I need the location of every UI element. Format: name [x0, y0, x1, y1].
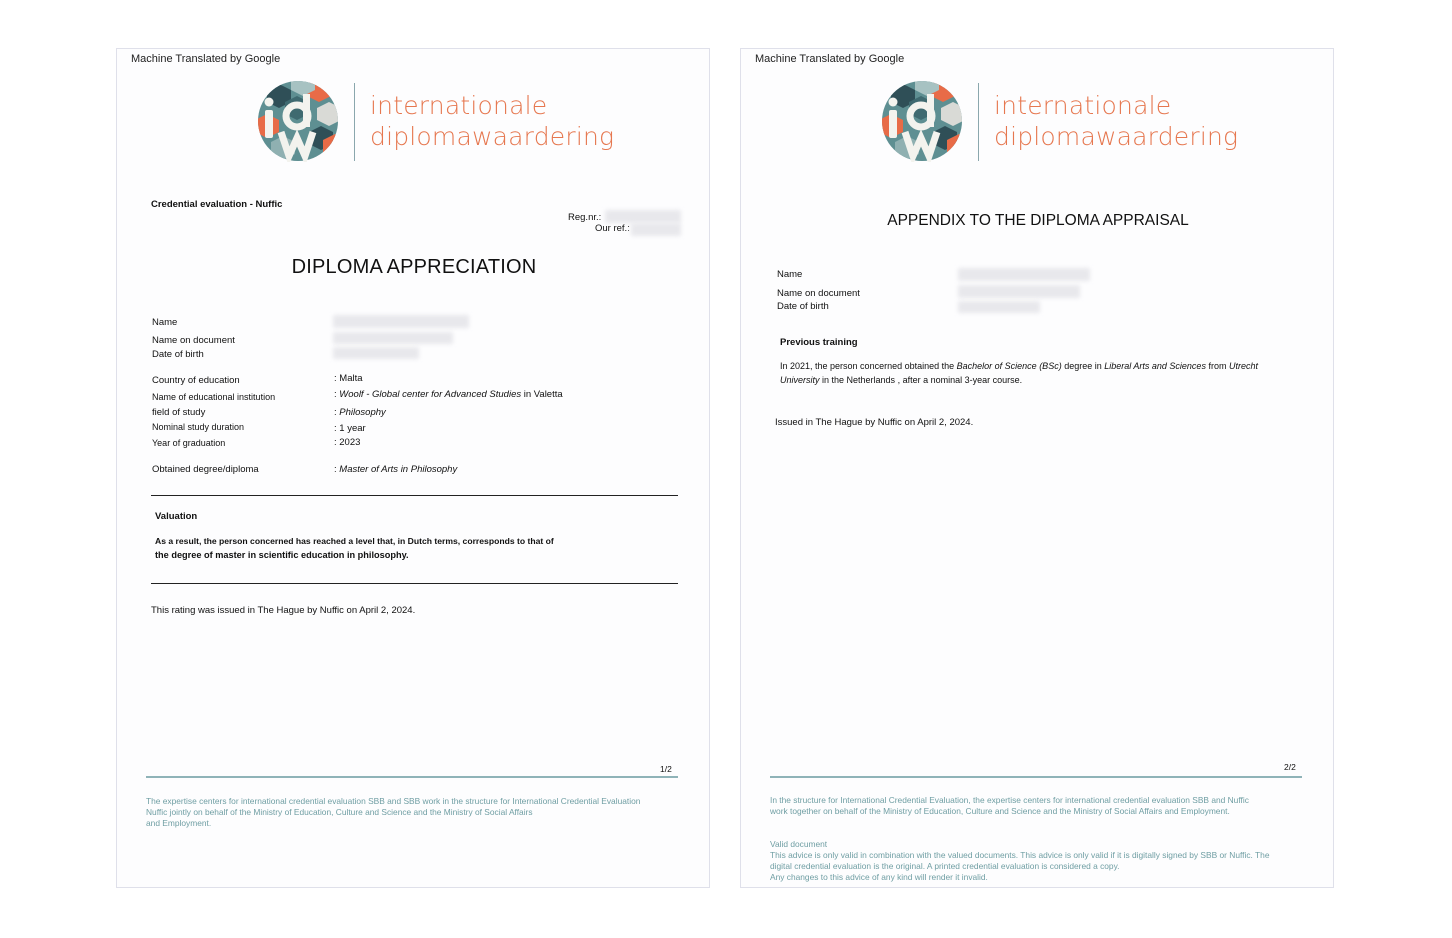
logo-line-1: internationale: [994, 91, 1172, 120]
name-redacted: [333, 315, 469, 328]
page-number: 1/2: [660, 764, 672, 774]
graduation-year-label: Year of graduation: [152, 438, 226, 448]
logo-wordmark: [370, 90, 614, 152]
name-label: Name: [152, 317, 178, 328]
name-on-document-redacted: [333, 332, 453, 344]
study-duration-label: Nominal study duration: [152, 422, 245, 432]
reg-nr-redacted: [605, 210, 681, 223]
logo-separator: [354, 83, 355, 161]
divider-top: [151, 495, 678, 496]
machine-translated-label: Machine Translated by Google: [131, 53, 281, 65]
valid-document-notice: Valid document This advice is only valid in combination with the valued documents. This advice is only valid if it is digitally signed by SBB or Nuffic. The digital credential evaluation is the original. A printed credential evaluation is considered a copy. Any changes to this advice of any kind will render it invalid.: [770, 839, 1270, 882]
name-on-document-label: Name on document: [152, 335, 235, 346]
dob-label: Date of birth: [152, 349, 204, 360]
appendix-title: APPENDIX TO THE DIPLOMA APPRAISAL: [887, 212, 1189, 229]
our-ref-label: Our ref.:: [595, 223, 630, 234]
idw-logo: [257, 80, 615, 164]
country-label: Country of education: [152, 375, 240, 386]
footer-rule: [770, 776, 1302, 778]
logo-line-2: diplomawaardering: [994, 122, 1239, 151]
machine-translated-label: Machine Translated by Google: [755, 53, 905, 65]
field-of-study-label: field of study: [152, 407, 206, 418]
page-title: DIPLOMA APPRECIATION: [291, 256, 537, 278]
issued-statement: Issued in The Hague by Nuffic on April 2, 2024.: [775, 417, 974, 428]
previous-training-line-2: University in the Netherlands , after a nominal 3-year course.: [780, 375, 1023, 385]
name-label: Name: [777, 269, 803, 280]
field-of-study-value: : Philosophy: [334, 407, 386, 418]
reg-nr-label: Reg.nr.:: [568, 212, 602, 223]
logo-separator: [978, 83, 979, 161]
footer-text: In the structure for International Credential Evaluation, the expertise centers for international credential evaluation SBB and Nuffic work together on behalf of the Ministry of Education, Culture and Science and the Ministry of Social Affairs and Employment.: [770, 795, 1249, 816]
valuation-heading: Valuation: [155, 511, 198, 522]
idw-logo: [881, 80, 1239, 164]
institution-value: : Woolf - Global center for Advanced Studies in Valetta: [334, 389, 563, 400]
issued-statement: This rating was issued in The Hague by Nuffic on April 2, 2024.: [151, 605, 416, 616]
name-on-document-label: Name on document: [777, 288, 860, 299]
document-page-1: [116, 48, 710, 888]
previous-training-heading: Previous training: [780, 337, 858, 348]
dob-redacted: [958, 301, 1040, 313]
name-redacted: [958, 268, 1090, 281]
footer-rule: [146, 776, 678, 778]
degree-value: : Master of Arts in Philosophy: [334, 464, 458, 475]
dob-redacted: [333, 347, 419, 359]
page-number: 2/2: [1284, 762, 1296, 772]
document-page-2: [740, 48, 1334, 888]
credential-header: Credential evaluation - Nuffic: [151, 199, 283, 210]
logo-line-1: internationale: [370, 91, 548, 120]
degree-label: Obtained degree/diploma: [152, 464, 259, 475]
logo-line-2: diplomawaardering: [370, 122, 615, 151]
previous-training-line-1: In 2021, the person concerned obtained the Bachelor of Science (BSc) degree in Liberal Arts and Sciences from Utrecht: [780, 361, 1258, 371]
idw-logo-icon: [881, 80, 963, 162]
graduation-year-value: : 2023: [334, 437, 361, 448]
study-duration-value: : 1 year: [334, 423, 366, 434]
country-value: : Malta: [334, 373, 363, 384]
dob-label: Date of birth: [777, 301, 829, 312]
divider-bottom: [151, 583, 678, 584]
footer-text: The expertise centers for international credential evaluation SBB and SBB work in the structure for International Credential Evaluation Nuffic jointly on behalf of the Ministry of Education, Culture and Science and the Ministry of Social Affairs and Employment.: [146, 796, 641, 828]
valuation-line-2: the degree of master in scientific education in philosophy.: [155, 550, 409, 560]
our-ref-redacted: [631, 223, 681, 236]
name-on-document-redacted: [958, 285, 1080, 298]
valuation-line-1: As a result, the person concerned has reached a level that, in Dutch terms, corresponds to that of: [155, 536, 554, 546]
idw-logo-icon: [257, 80, 339, 162]
logo-wordmark: [994, 90, 1238, 152]
institution-label: Name of educational institution: [152, 392, 276, 402]
